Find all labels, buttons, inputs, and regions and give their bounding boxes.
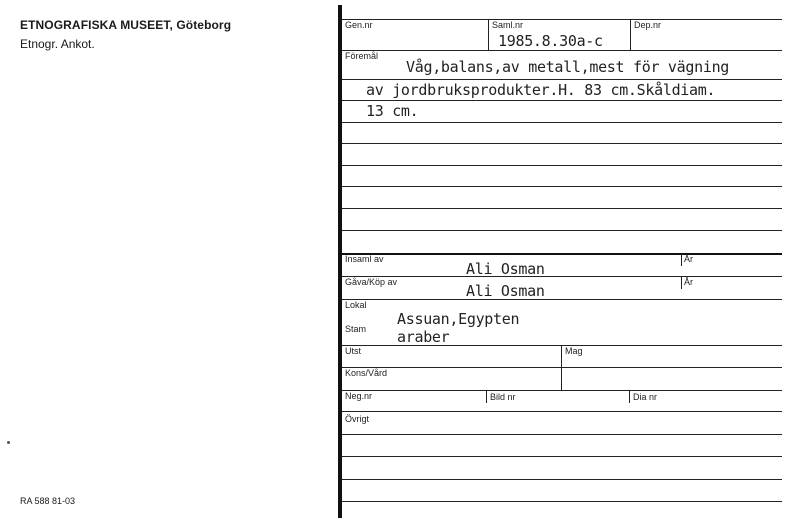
label-dia-nr: Dia nr [633, 392, 658, 402]
divider-utst-mag [561, 345, 562, 391]
rule-foremal-6 [342, 186, 782, 187]
label-ar-2: År [684, 277, 693, 287]
value-saml-nr: 1985.8.30a-c [498, 32, 603, 50]
label-gen-nr: Gen.nr [345, 20, 373, 30]
rule-ovrigt-2 [342, 456, 782, 457]
rule-ovrigt-3 [342, 479, 782, 480]
museum-title: ETNOGRAFISKA MUSEET, Göteborg [20, 18, 232, 32]
value-insaml-av: Ali Osman [466, 260, 545, 278]
rule-gava-bottom [342, 299, 782, 300]
value-foremal-line2: av jordbruksprodukter.H. 83 cm.Skåldiam. [366, 81, 716, 99]
label-saml-nr: Saml.nr [492, 20, 524, 30]
rule-foremal-2 [342, 100, 782, 101]
label-foremal: Föremål [345, 51, 379, 61]
divider-ar-2 [681, 277, 682, 289]
value-gava-kop-av: Ali Osman [466, 282, 545, 300]
label-lokal: Lokal [345, 300, 367, 310]
catalog-subtitle: Etnogr. Ankot. [20, 37, 95, 51]
label-dep-nr: Dep.nr [634, 20, 662, 30]
form-code: RA 588 81-03 [20, 496, 76, 506]
rule-stam-bottom [342, 345, 782, 346]
value-foremal-line3: 13 cm. [366, 102, 419, 120]
value-stam: araber [397, 328, 450, 346]
divider-gen-saml [488, 19, 489, 50]
value-foremal-line1: Våg,balans,av metall,mest för vägning [406, 58, 730, 76]
rule-foremal-1 [342, 79, 782, 80]
rule-below-numbers [342, 50, 782, 51]
divider-saml-dep [630, 19, 631, 50]
label-insaml-av: Insaml av [345, 254, 384, 264]
label-bild-nr: Bild nr [490, 392, 516, 402]
label-utst: Utst [345, 346, 362, 356]
label-mag: Mag [565, 346, 583, 356]
rule-foremal-8 [342, 230, 782, 231]
rule-foremal-5 [342, 165, 782, 166]
rule-top [342, 19, 782, 20]
rule-foremal-7 [342, 208, 782, 209]
card-spine-line [338, 5, 342, 518]
rule-ovrigt-4 [342, 501, 782, 502]
rule-neg-bottom [342, 411, 782, 412]
rule-insaml-top [342, 253, 782, 255]
divider-ar-1 [681, 254, 682, 266]
label-gava-kop-av: Gåva/Köp av [345, 277, 398, 287]
label-kons-vard: Kons/Vård [345, 368, 388, 378]
rule-kons-bottom [342, 390, 782, 391]
divider-neg-bild [486, 391, 487, 403]
value-lokal: Assuan,Egypten [397, 310, 520, 328]
rule-foremal-3 [342, 122, 782, 123]
label-ovrigt: Övrigt [345, 414, 370, 424]
rule-foremal-4 [342, 143, 782, 144]
rule-ovrigt-1 [342, 434, 782, 435]
divider-bild-dia [629, 391, 630, 403]
rule-utst-bottom [342, 367, 782, 368]
speck [7, 441, 10, 444]
rule-insaml-bottom [342, 276, 782, 277]
label-stam: Stam [345, 324, 367, 334]
label-neg-nr: Neg.nr [345, 391, 373, 401]
label-ar-1: År [684, 254, 693, 264]
